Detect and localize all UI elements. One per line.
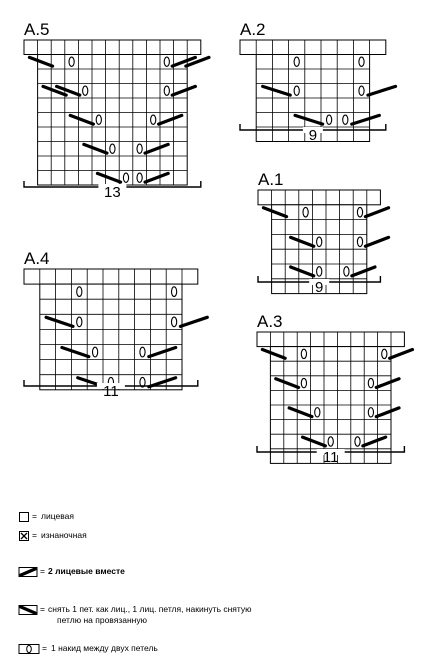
knit-symbol-icon [18,511,30,523]
yarn-over-mark [137,144,142,153]
k2tog-symbol-icon [18,566,38,578]
yarn-over-mark [368,378,373,387]
yarn-over-mark [96,115,101,124]
chart-title: A.3 [257,312,283,331]
yarn-over-mark [315,408,320,417]
ssk-mark [368,86,396,95]
ssk-symbol-icon [18,604,38,616]
yarn-over-mark [164,86,169,95]
yarn-over-mark [294,86,299,95]
chart-a1 [258,170,389,296]
yarn-over-mark [172,317,177,327]
yarn-over-mark [77,287,82,297]
yarn-over-mark [172,287,177,297]
yarn-over-mark [357,237,362,246]
chart-title: A.2 [240,20,266,39]
yarn-over-mark [368,408,373,417]
yarn-over-symbol-icon [18,643,40,655]
yarn-over-mark [359,57,364,66]
yarn-over-mark [69,57,74,66]
yarn-over-mark [317,237,322,246]
yarn-over-mark [137,173,142,182]
equals-sign: = [32,511,37,521]
yarn-over-mark [317,267,322,276]
legend-label: изнаночная [41,530,87,540]
yarn-over-mark [344,267,349,276]
legend-label: лицевая [41,511,74,521]
ssk-mark [365,208,388,217]
yarn-over-mark [83,86,88,95]
yarn-over-mark [77,317,82,327]
chart-a2 [240,20,396,144]
yarn-over-mark [93,347,98,357]
chart-top-row [258,190,380,205]
yarn-over-mark [328,437,333,446]
yarn-over-mark [382,349,387,358]
legend-label-continued: петлю на провязанную [57,615,147,625]
legend-label: 2 лицевые вместе [48,566,125,576]
chart-grid-border [40,284,182,390]
yarn-over-mark [343,115,348,124]
chart-title: A.5 [24,20,50,39]
yarn-over-mark [123,173,128,182]
chart-top-row [24,40,201,55]
legend-label: 1 накид между двух петель [51,643,158,653]
stitch-count-label: 9 [315,279,324,296]
yarn-over-mark [151,115,156,124]
ssk-mark [365,237,388,246]
chart-title: A.1 [258,170,284,189]
yarn-over-mark [327,115,332,124]
yarn-over-mark [355,437,360,446]
yarn-over-mark [301,349,306,358]
chart-a3 [257,312,412,466]
chart-a5 [24,20,209,201]
yarn-over-mark [359,86,364,95]
equals-sign: = [40,604,45,614]
legend-label: снять 1 пет. как лиц., 1 лиц. петля, накинуть снятую [48,604,252,614]
equals-sign: = [42,643,47,653]
ssk-mark [180,317,207,326]
yarn-over-mark [301,378,306,387]
chart-a4 [24,249,207,400]
stitch-count-label: 11 [103,383,119,400]
yarn-over-mark [294,57,299,66]
chart-top-row [24,269,198,284]
ssk-mark [390,350,413,359]
stitch-count-label: 9 [308,127,318,144]
yarn-over-mark [303,207,308,216]
purl-symbol-icon [18,530,30,542]
yarn-over-mark [110,144,115,153]
stitch-count-label: 11 [322,449,339,466]
yarn-over-mark [357,207,362,216]
chart-grid-border [38,55,188,186]
yarn-over-mark [164,57,169,66]
chart-top-row [240,40,386,55]
stitch-count-label: 13 [104,184,121,201]
chart-title: A.4 [24,249,50,268]
yarn-over-mark [140,347,145,357]
equals-sign: = [32,530,37,540]
equals-sign: = [40,566,45,576]
chart-top-row [257,332,404,347]
